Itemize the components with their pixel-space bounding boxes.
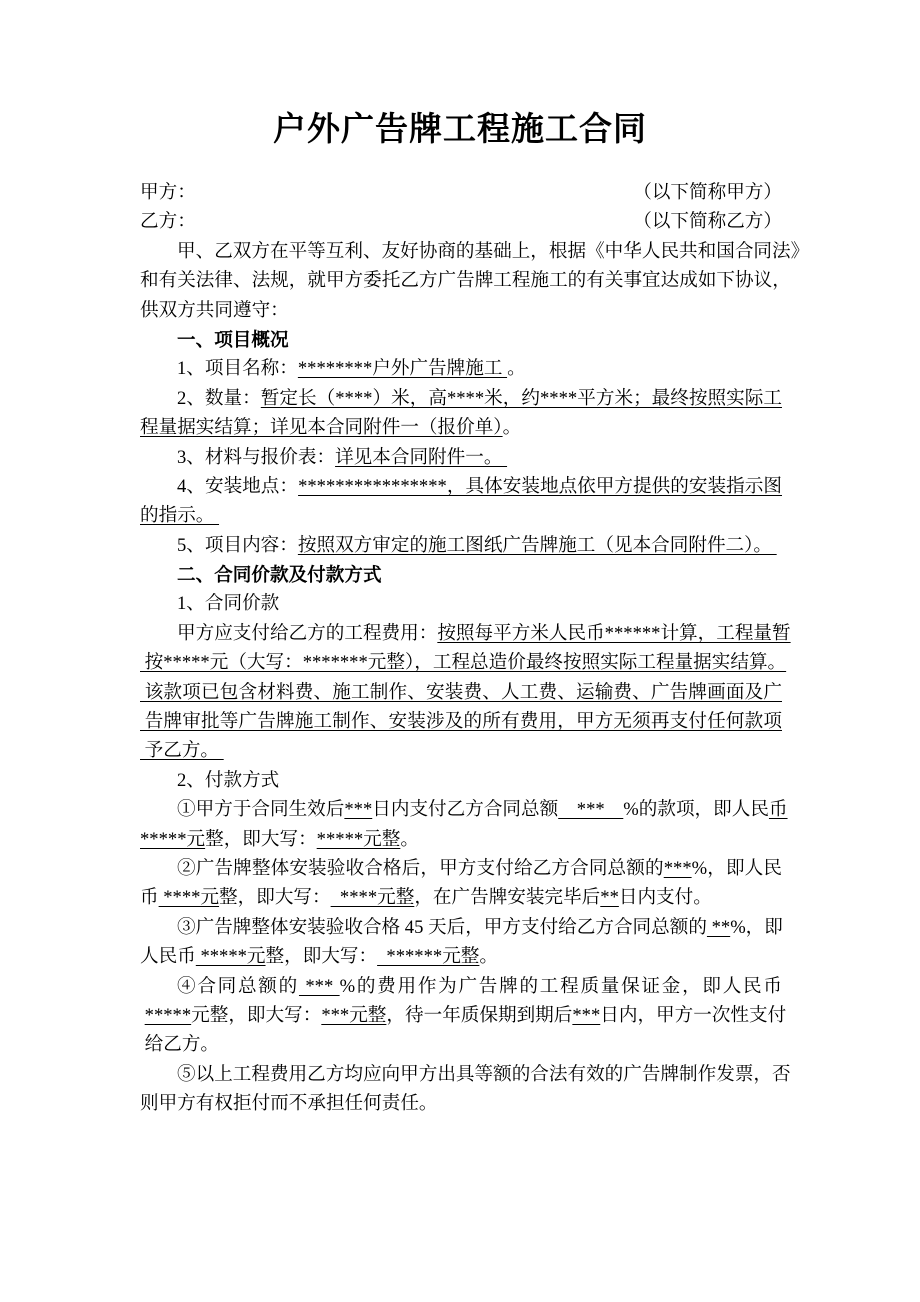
filled-blank: 的指示。: [140, 505, 220, 527]
text-line: [140, 1001, 787, 1030]
text-segment: 1、合同价款: [177, 593, 280, 615]
filled-blank: ******元整: [377, 946, 480, 968]
text-segment: 二、合同价款及付款方式: [177, 564, 382, 586]
text-segment: 5、项目内容：: [177, 534, 298, 556]
text-line: [140, 678, 782, 707]
filled-blank: ***: [344, 799, 373, 821]
filled-blank: ***: [558, 799, 624, 821]
party-a-label: 甲方：: [140, 182, 196, 203]
filled-blank: **: [600, 887, 619, 909]
text-line: [140, 766, 782, 795]
text-segment: ④合同总额的: [177, 975, 299, 997]
contract-body: [140, 178, 810, 1119]
party-b-label: 乙方：: [140, 211, 196, 233]
document-title: 户外广告牌工程施工合同: [273, 110, 647, 147]
text-line: [140, 1030, 782, 1059]
text-line: [140, 384, 782, 413]
text-line: [140, 472, 782, 501]
text-line: [140, 443, 782, 472]
filled-blank: ****************，具体安装地点依甲方提供的安装指示图: [298, 475, 782, 497]
text-line: [140, 237, 810, 266]
section-heading: [140, 325, 782, 354]
text-line: [140, 854, 782, 883]
text-segment: 2、付款方式: [177, 769, 280, 791]
text-line: [140, 942, 782, 971]
filled-blank: 按照每平方米人民币******计算，工程量暂: [437, 622, 791, 644]
text-segment: 甲方应支付给乙方的工程费用：: [177, 622, 438, 644]
text-segment: ①甲方于合同生效后: [177, 799, 345, 821]
text-segment: 则甲方有权拒付而不承担任何责任。: [140, 1093, 438, 1115]
filled-blank: *****元: [195, 946, 266, 968]
filled-blank: **: [706, 916, 731, 938]
text-segment: 给乙方。: [140, 1034, 220, 1056]
filled-blank: 按照双方审定的施工图纸广告牌施工（见本合同附件二）。: [297, 534, 777, 556]
text-segment: 2、数量：: [177, 387, 261, 409]
filled-blank: ****元: [158, 887, 220, 909]
text-line: [140, 266, 791, 295]
filled-blank: ***: [572, 1004, 601, 1026]
filled-blank: 详见本合同附件一。: [335, 446, 508, 468]
filled-blank: ********户外广告牌施工: [297, 358, 508, 380]
party-b-note: （以下简称乙方）: [633, 211, 782, 233]
text-segment: 。: [400, 828, 419, 850]
filled-blank: *****元: [140, 828, 206, 850]
text-segment: ③广告牌整体安装验收合格 45 天后，甲方支付给乙方合同总额的: [177, 916, 707, 938]
text-line: [140, 296, 782, 325]
text-line: [140, 354, 782, 383]
text-line: [140, 531, 782, 560]
party-a-line: [140, 178, 782, 207]
text-segment: 一、项目概况: [177, 328, 289, 350]
text-segment: ，待一年质保期到期后: [386, 1004, 573, 1026]
filled-blank: ***: [298, 975, 340, 997]
text-segment: ⑤以上工程费用乙方均应向甲方出具等额的合法有效的广告牌制作发票，否: [177, 1063, 791, 1085]
text-line: [140, 972, 782, 1001]
filled-blank: 币: [768, 799, 788, 821]
filled-blank: 予乙方。: [140, 740, 224, 762]
filled-blank: 暂定长（****）米，高****米，约****平方米；最终按照实际工: [260, 387, 782, 409]
text-segment: 日内支付乙方合同总额: [372, 799, 559, 821]
text-line: [140, 1089, 782, 1118]
text-line: [140, 501, 782, 530]
filled-blank: *****: [144, 1004, 192, 1026]
filled-blank: ****元整: [330, 887, 415, 909]
text-line: [140, 413, 782, 442]
text-line: [140, 589, 782, 618]
text-segment: 。: [502, 417, 522, 439]
text-segment: 供双方共同遵守：: [140, 299, 289, 321]
text-segment: 1、项目名称：: [177, 358, 298, 380]
text-segment: 整，即大写：: [265, 946, 378, 968]
text-line: [140, 619, 791, 648]
text-segment: 3、材料与报价表：: [177, 446, 336, 468]
text-segment: 币: [140, 887, 159, 909]
text-line: [140, 795, 788, 824]
filled-blank: 告牌审批等广告牌施工制作、安装涉及的所有费用，甲方无须再支付任何款项: [140, 711, 782, 733]
party-b-line: [140, 207, 782, 236]
filled-blank: ***元整: [321, 1004, 387, 1026]
text-segment: 元整，即大写：: [191, 1004, 322, 1026]
text-segment: ②广告牌整体安装验收合格后，甲方支付给乙方合同总额的: [177, 857, 664, 879]
text-segment: 4、安装地点：: [177, 475, 299, 497]
text-line: [140, 825, 782, 854]
text-segment: 整，即大写：: [205, 828, 317, 850]
text-line: [140, 913, 782, 942]
party-a-note: （以下简称甲方）: [633, 182, 782, 203]
text-segment: 日内支付。: [618, 887, 712, 909]
text-segment: %，即人民: [691, 857, 782, 879]
filled-blank: ***: [663, 857, 692, 879]
text-line: [140, 736, 782, 765]
text-segment: 甲、乙双方在平等互利、友好协商的基础上，根据《中华人民共和国合同法》: [177, 240, 810, 262]
text-line: [140, 707, 782, 736]
filled-blank: *****元整: [316, 828, 401, 850]
text-segment: %的费用作为广告牌的工程质量保证金，即人民币: [339, 975, 782, 997]
text-line: [140, 1060, 791, 1089]
text-segment: 和有关法律、法规，就甲方委托乙方广告牌工程施工的有关事宜达成如下协议，: [140, 270, 791, 292]
text-segment: 整，即大写：: [219, 887, 331, 909]
text-segment: %，即: [730, 916, 783, 938]
section-heading: [140, 560, 782, 589]
text-segment: 人民币: [140, 946, 196, 968]
text-segment: %的款项，即人民: [623, 799, 769, 821]
filled-blank: 程量据实结算；详见本合同附件一（报价单）: [140, 417, 503, 439]
filled-blank: 按*****元（大写：*******元整），工程总造价最终按照实际工程量据实结算。: [140, 652, 787, 674]
text-line: [140, 883, 782, 912]
text-segment: 。: [507, 358, 526, 380]
text-segment: 。: [479, 946, 498, 968]
text-segment: ，在广告牌安装完毕后: [414, 887, 601, 909]
filled-blank: 该款项已包含材料费、施工制作、安装费、人工费、运输费、广告牌画面及广: [140, 681, 782, 703]
text-line: [140, 648, 787, 677]
text-segment: 日内，甲方一次性支付: [600, 1004, 787, 1026]
